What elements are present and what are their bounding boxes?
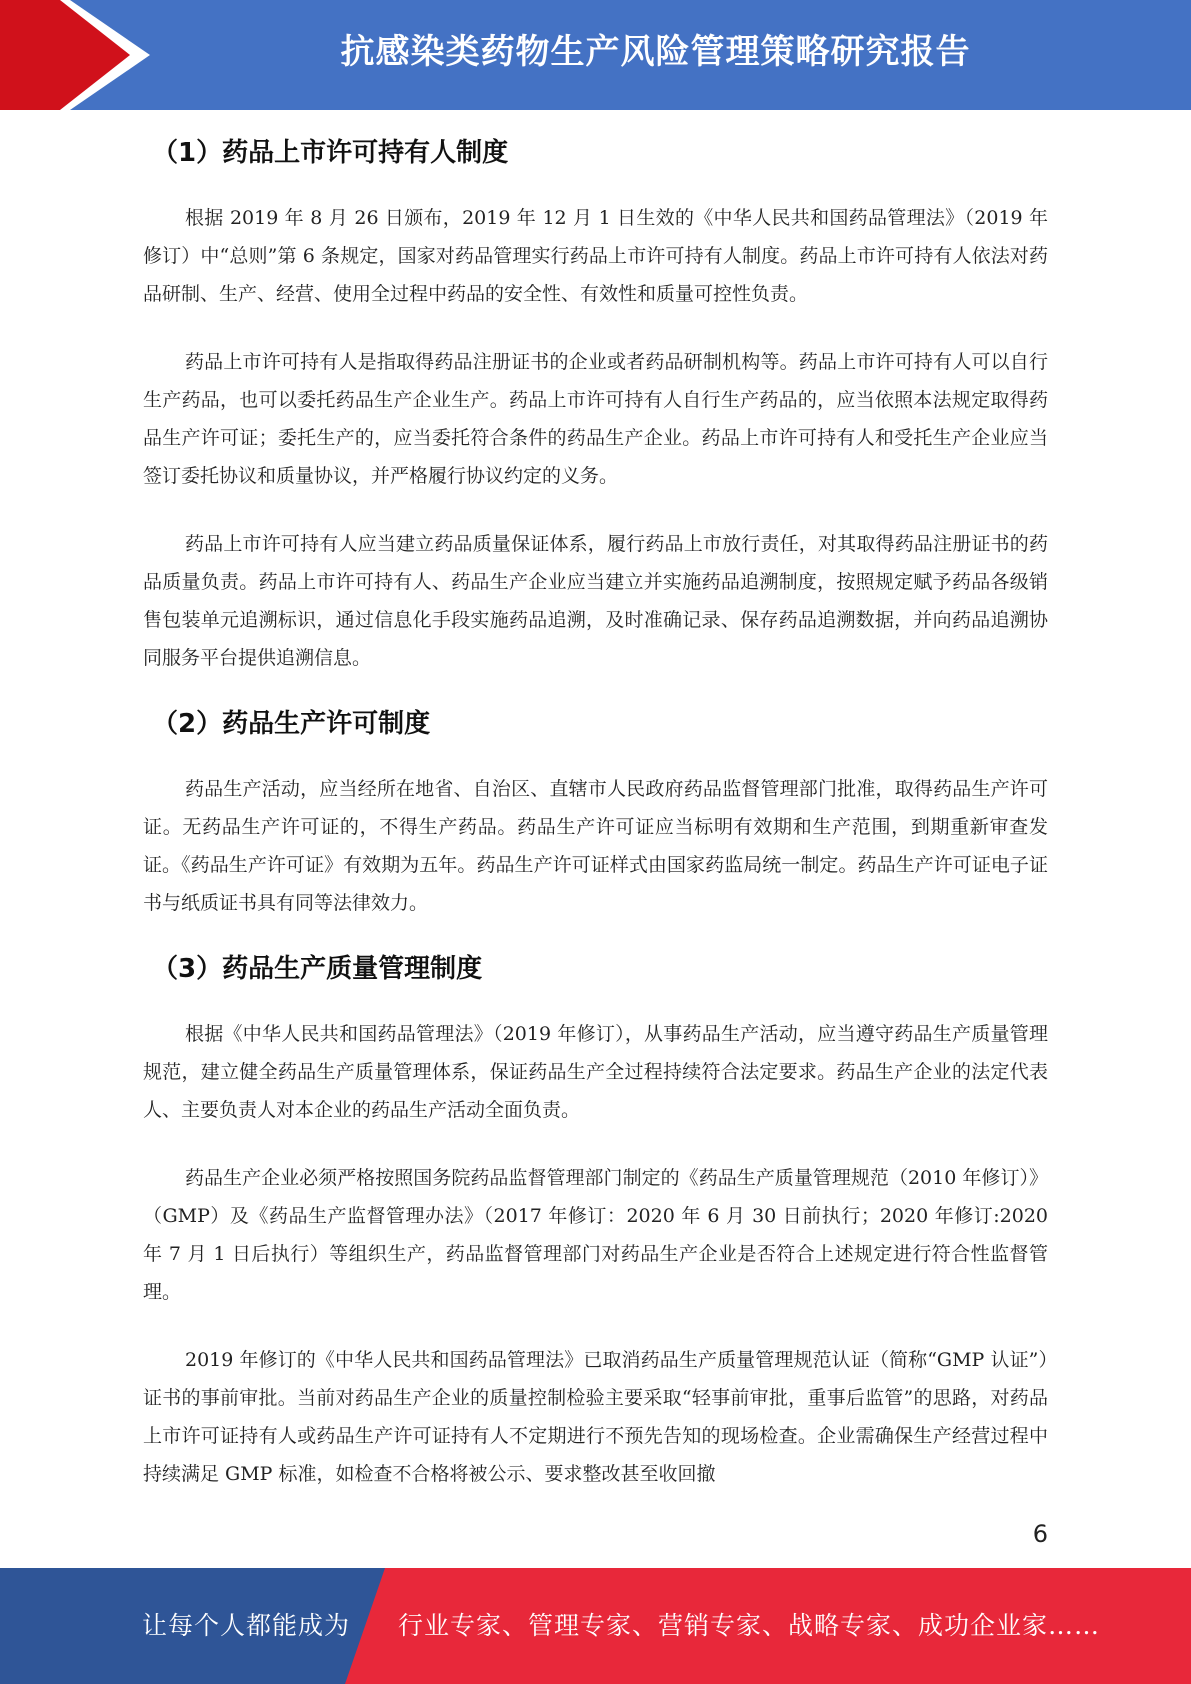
page-number: 6 [1032, 1520, 1048, 1548]
section-heading-1: （1）药品上市许可持有人制度 [152, 138, 509, 168]
page-footer [0, 1568, 1191, 1684]
paragraph: 2019 年修订的《中华人民共和国药品管理法》已取消药品生产质量管理规范认证（简称“GMP 认证”）证书的事前审批。当前对药品生产企业的质量控制检验主要采取“轻事前审批，重事后监管”的思路，对药品上市许可证持有人或药品生产许可证持有人不定期进行不预先告知的现场检查。企业需确保生产经营过程中持续满足 GMP 标准，如检查不合格将被公示、要求整改甚至收回撤 [143, 1349, 1048, 1485]
report-title: 抗感染类药物生产风险管理策略研究报告 [340, 32, 971, 72]
page-header [0, 0, 1191, 110]
document-body [143, 120, 1048, 1493]
paragraph: 药品上市许可持有人是指取得药品注册证书的企业或者药品研制机构等。药品上市许可持有人可以自行生产药品，也可以委托药品生产企业生产。药品上市许可持有人自行生产药品的，应当依照本法规定取得药品生产许可证；委托生产的，应当委托符合条件的药品生产企业。药品上市许可持有人和受托生产企业应当签订委托协议和质量协议，并严格履行协议约定的义务。 [143, 351, 1048, 487]
section-heading-2: （2）药品生产许可制度 [152, 709, 431, 739]
paragraph: 药品生产活动，应当经所在地省、自治区、直辖市人民政府药品监督管理部门批准，取得药品生产许可证。无药品生产许可证的，不得生产药品。药品生产许可证应当标明有效期和生产范围，到期重新审查发证。《药品生产许可证》有效期为五年。药品生产许可证样式由国家药监局统一制定。药品生产许可证电子证书与纸质证书具有同等法律效力。 [143, 778, 1048, 914]
paragraph: 药品生产企业必须严格按照国务院药品监督管理部门制定的《药品生产质量管理规范（2010 年修订）》（GMP）及《药品生产监督管理办法》（2017 年修订：2020 年 6 月 30 日前执行；2020 年修订:2020 年 7 月 1 日后执行）等组织生产，药品监督管理部门对药品生产企业是否符合上述规定进行符合性监督管理。 [143, 1167, 1048, 1303]
paragraph: 根据 2019 年 8 月 26 日颁布，2019 年 12 月 1 日生效的《中华人民共和国药品管理法》（2019 年修订）中“总则”第 6 条规定，国家对药品管理实行药品上市许可持有人制度。药品上市许可持有人依法对药品研制、生产、经营、使用全过程中药品的安全性、有效性和质量可控性负责。 [143, 207, 1048, 305]
section-heading-3: （3）药品生产质量管理制度 [152, 954, 483, 984]
paragraph: 根据《中华人民共和国药品管理法》（2019 年修订），从事药品生产活动，应当遵守药品生产质量管理规范，建立健全药品生产质量管理体系，保证药品生产全过程持续符合法定要求。药品生产企业的法定代表人、主要负责人对本企业的药品生产活动全面负责。 [143, 1023, 1048, 1121]
paragraph: 药品上市许可持有人应当建立药品质量保证体系，履行药品上市放行责任，对其取得药品注册证书的药品质量负责。药品上市许可持有人、药品生产企业应当建立并实施药品追溯制度，按照规定赋予药品各级销售包装单元追溯标识，通过信息化手段实施药品追溯，及时准确记录、保存药品追溯数据，并向药品追溯协同服务平台提供追溯信息。 [143, 533, 1048, 669]
footer-slogan-left: 让每个人都能成为 [142, 1611, 351, 1640]
footer-slogan-right: 行业专家、管理专家、营销专家、战略专家、成功企业家…… [398, 1611, 1101, 1640]
